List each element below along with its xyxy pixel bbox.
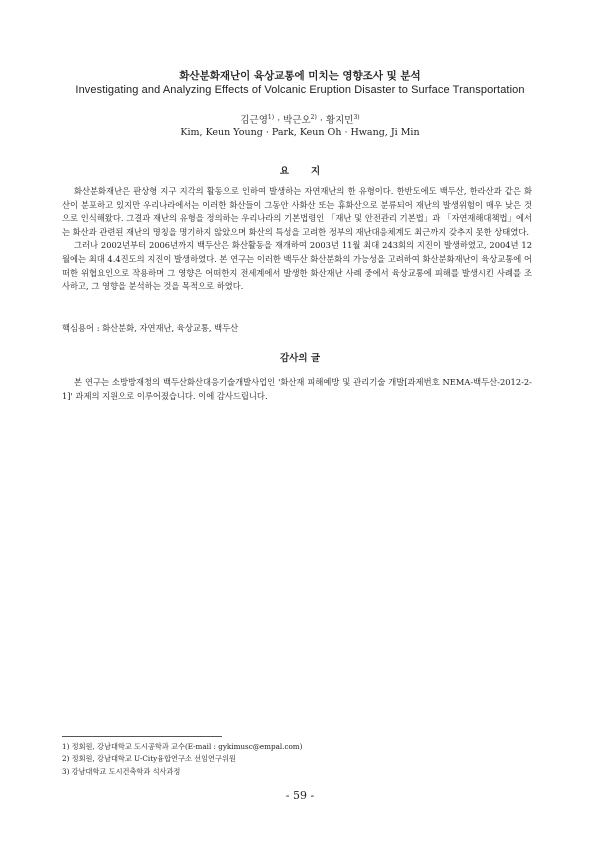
author-footnote-mark: 3) (353, 113, 360, 121)
footnote: 2) 정회원, 강남대학교 U-City융합연구소 선임연구위원 (62, 754, 236, 764)
author-footnote-mark: 2) (310, 113, 317, 121)
author-list-korean (0, 112, 600, 126)
author-name: 김근영 (240, 115, 268, 126)
acknowledgement-body (62, 376, 532, 403)
paper-title-korean: 화산분화재난이 육상교통에 미치는 영향조사 및 분석 (179, 70, 421, 82)
abstract-body (62, 185, 532, 294)
author-name: 박근오 (283, 115, 311, 126)
author-separator: · (316, 115, 326, 126)
author-list-english: Kim, Keun Young · Park, Keun Oh · Hwang, Ji Min (180, 127, 420, 138)
acknowledgement-heading: 감사의 글 (279, 353, 320, 364)
author-separator: · (274, 115, 284, 126)
keywords-line: 핵심용어 : 화산분화, 자연재난, 육상교통, 백두산 (62, 323, 239, 333)
footnote: 1) 정회원, 강남대학교 도시공학과 교수(E-mail : gykimusc@empal.com) (62, 742, 303, 751)
author-footnote-mark: 1) (267, 113, 275, 121)
author-name: 황지민 (325, 115, 354, 126)
abstract-paragraph: 화산분화재난은 판상형 지구 지각의 활동으로 인하여 발생하는 자연재난의 한 유형이다. 한반도에도 백두산, 한라산과 같은 화산이 분포하고 있지만 우리나라에서는 이러한 화산들이 그동안 사화산 또는 휴화산으로 분류되어 재난의 발생위험이 매우 낮은 것으로 인식해왔다. 그결과 재난의 유형을 정의하는 우리나라의 기본법령인 「재난 및 안전관리 기본법」과 「자연재해대책법」에서는 화산과 관련된 재난의 명칭을 명기하지 않았으며 화산의 특성을 고려한 정부의 재난대응체계도 최근까지 갖추지 못한 상태였다. (62, 186, 532, 237)
page-number: - 59 - (285, 789, 315, 802)
paper-title-english: Investigating and Analyzing Effects of Volcanic Eruption Disaster to Surface Transportation (75, 84, 525, 96)
abstract-heading: 요지 (279, 166, 343, 177)
acknowledgement-paragraph: 본 연구는 소방방재청의 백두산화산대응기술개발사업인 '화산재 피해예방 및 관리기술 개발[과제번호 NEMA-백두산-2012-2-1]' 과제의 지원으로 이루어졌습니다. 이에 감사드립니다. (62, 377, 532, 401)
footnote-divider (62, 736, 222, 737)
footnote: 3) 강남대학교 도시건축학과 석사과정 (62, 766, 181, 776)
abstract-paragraph: 그러나 2002년부터 2006년까지 백두산은 화산활동을 재개하여 2003년 11월 최대 243회의 지진이 발생하였고, 2004년 12월에는 최대 4.4진도의 지진이 발생하였다. 본 연구는 이러한 백두산 화산분화의 가능성을 고려하여 화산분화재난이 육상교통에 어떠한 위협요인으로 작용하며 그 영향은 어떠한지 전세계에서 발생한 화산재난 사례 중에서 육상교통에 피해를 발생시킨 사례를 조사하고, 그 영향을 분석하는 것을 목적으로 하였다. (62, 240, 532, 292)
footnotes (62, 741, 302, 778)
